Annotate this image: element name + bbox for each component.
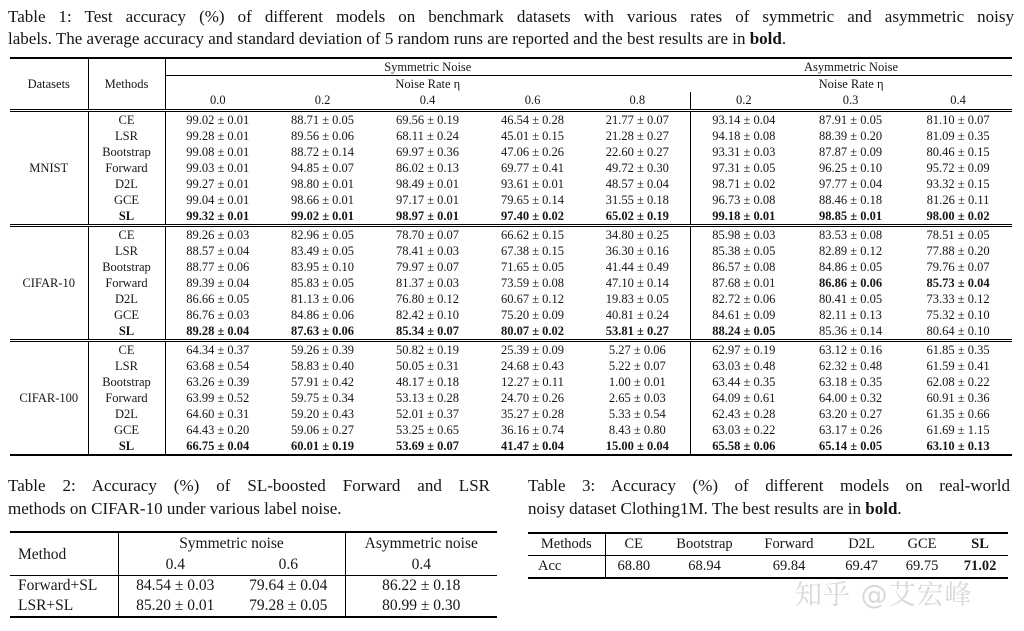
- method-label: CE: [88, 225, 165, 243]
- table2-caption-line2: methods on CIFAR-10 under various label noise.: [8, 499, 342, 518]
- table-row: [10, 208, 1012, 226]
- col-header-datasets: Datasets: [10, 58, 88, 110]
- table2-sl-boosted-results: [10, 531, 497, 618]
- accuracy-value: 87.68 ± 0.01: [712, 275, 776, 290]
- method-label: Forward+SL: [10, 576, 118, 597]
- accuracy-value: 83.53 ± 0.08: [819, 227, 883, 242]
- accuracy-value: 88.46 ± 0.18: [819, 192, 883, 207]
- accuracy-value: 99.02 ± 0.01: [270, 208, 375, 226]
- accuracy-value: 73.59 ± 0.08: [500, 275, 565, 290]
- accuracy-value: 93.61 ± 0.01: [500, 176, 565, 191]
- accuracy-value: 64.34 ± 0.37: [186, 342, 250, 357]
- accuracy-value: 5.33 ± 0.54: [585, 406, 690, 422]
- table-row: [10, 144, 1012, 160]
- accuracy-value: 99.03 ± 0.01: [186, 160, 250, 175]
- table3-caption-line1: Table 3: Accuracy (%) of different models on real-world: [528, 476, 1010, 495]
- method-label: SL: [88, 208, 165, 226]
- table3-clothing1m-results: [528, 532, 1008, 579]
- accuracy-value: 88.24 ± 0.05: [690, 323, 797, 341]
- accuracy-value: 60.91 ± 0.36: [926, 390, 990, 405]
- accuracy-value: 98.49 ± 0.01: [395, 176, 460, 191]
- accuracy-value: 99.28 ± 0.01: [186, 128, 250, 143]
- table3-header-row: [528, 533, 1008, 556]
- dataset-label: CIFAR-10: [10, 225, 88, 340]
- accuracy-value: 75.20 ± 0.09: [500, 307, 565, 322]
- accuracy-value: 63.44 ± 0.35: [712, 374, 776, 389]
- accuracy-value: 75.32 ± 0.10: [926, 307, 990, 322]
- accuracy-value: 86.66 ± 0.05: [186, 291, 250, 306]
- accuracy-value: 78.41 ± 0.03: [395, 243, 460, 258]
- accuracy-value: 84.61 ± 0.09: [712, 307, 776, 322]
- accuracy-value: 85.73 ± 0.04: [926, 275, 990, 290]
- accuracy-value: 24.70 ± 0.26: [500, 390, 565, 405]
- accuracy-value: 82.72 ± 0.06: [712, 291, 776, 306]
- table-row: [10, 390, 1012, 406]
- accuracy-value: 99.18 ± 0.01: [690, 208, 797, 226]
- accuracy-value: 79.76 ± 0.07: [926, 259, 990, 274]
- accuracy-value: 66.62 ± 0.15: [500, 227, 565, 242]
- table-row: [10, 374, 1012, 390]
- accuracy-value: 89.26 ± 0.03: [186, 227, 250, 242]
- accuracy-value: 79.28 ± 0.05: [232, 596, 345, 617]
- accuracy-value: 63.03 ± 0.22: [712, 422, 776, 437]
- method-label: D2L: [88, 176, 165, 192]
- accuracy-value: 63.20 ± 0.27: [819, 406, 883, 421]
- accuracy-value: 84.86 ± 0.06: [290, 307, 355, 322]
- accuracy-value: 63.68 ± 0.54: [186, 358, 250, 373]
- accuracy-value: 63.10 ± 0.13: [926, 438, 990, 453]
- caption-bold-word: bold: [865, 499, 898, 518]
- accuracy-value: 81.26 ± 0.11: [926, 192, 990, 207]
- accuracy-value: 48.57 ± 0.04: [585, 176, 690, 192]
- accuracy-value: 63.26 ± 0.39: [186, 374, 250, 389]
- accuracy-value: 63.99 ± 0.52: [186, 390, 250, 405]
- accuracy-value: 76.80 ± 0.12: [395, 291, 460, 306]
- accuracy-value: 84.54 ± 0.03: [136, 577, 215, 594]
- accuracy-value: 85.36 ± 0.14: [797, 323, 904, 341]
- table-row: [10, 576, 497, 597]
- accuracy-value: 86.22 ± 0.18: [382, 577, 461, 594]
- table-row: [10, 422, 1012, 438]
- accuracy-value: 81.13 ± 0.06: [290, 291, 355, 306]
- accuracy-value: 80.64 ± 0.10: [904, 323, 1012, 341]
- method-label: Bootstrap: [88, 374, 165, 390]
- rate-asym-0.2: 0.2: [690, 92, 797, 110]
- method-label: CE: [88, 110, 165, 128]
- table3-caption: [528, 474, 1010, 520]
- method-label: SL: [88, 438, 165, 455]
- table-row: [10, 438, 1012, 455]
- accuracy-value: 81.37 ± 0.03: [395, 275, 460, 290]
- accuracy-value: 45.01 ± 0.15: [500, 128, 565, 143]
- table-row: [10, 243, 1012, 259]
- table2-group-header-row: [10, 532, 497, 554]
- accuracy-value: 98.00 ± 0.02: [904, 208, 1012, 226]
- accuracy-value: 85.98 ± 0.03: [712, 227, 776, 242]
- accuracy-value: 88.39 ± 0.20: [819, 128, 883, 143]
- accuracy-value: 62.43 ± 0.28: [712, 406, 776, 421]
- method-label: LSR+SL: [10, 596, 118, 617]
- accuracy-value: 68.94: [688, 558, 721, 574]
- table-row: [10, 176, 1012, 192]
- accuracy-value: 15.00 ± 0.04: [585, 438, 690, 455]
- col-header-ce: CE: [605, 533, 662, 556]
- accuracy-value: 36.30 ± 0.16: [585, 243, 690, 259]
- table-row: [10, 323, 1012, 341]
- accuracy-value: 67.38 ± 0.15: [500, 243, 565, 258]
- accuracy-value: 88.77 ± 0.06: [186, 259, 250, 274]
- accuracy-value: 52.01 ± 0.37: [395, 406, 460, 421]
- accuracy-value: 80.46 ± 0.15: [926, 144, 990, 159]
- rate-sym-0.0: 0.0: [165, 92, 270, 110]
- accuracy-value: 53.81 ± 0.27: [585, 323, 690, 341]
- table-row: [10, 340, 1012, 358]
- accuracy-value: 85.38 ± 0.05: [712, 243, 776, 258]
- col-header-d2l: D2L: [831, 533, 892, 556]
- col-header-sl: SL: [952, 533, 1008, 556]
- table-row: [10, 596, 497, 617]
- zhihu-watermark: 知乎 @艾宏峰: [795, 580, 973, 611]
- accuracy-value: 86.76 ± 0.03: [186, 307, 250, 322]
- accuracy-value: 87.63 ± 0.06: [270, 323, 375, 341]
- accuracy-value: 50.82 ± 0.19: [395, 342, 460, 357]
- table-row: [10, 192, 1012, 208]
- rate-asym-0.3: 0.3: [797, 92, 904, 110]
- accuracy-value: 63.03 ± 0.48: [712, 358, 776, 373]
- accuracy-value: 53.69 ± 0.07: [395, 438, 460, 453]
- accuracy-value: 5.22 ± 0.07: [585, 358, 690, 374]
- accuracy-value: 93.32 ± 0.15: [926, 176, 990, 191]
- table-row: [10, 110, 1012, 128]
- accuracy-value: 80.07 ± 0.02: [480, 323, 585, 341]
- dataset-label: CIFAR-100: [10, 340, 88, 455]
- table3-caption-line2: noisy dataset Clothing1M. The best results are in bold.: [528, 499, 902, 518]
- accuracy-value: 97.77 ± 0.04: [819, 176, 883, 191]
- accuracy-value: 99.27 ± 0.01: [186, 176, 250, 191]
- accuracy-value: 60.01 ± 0.19: [290, 438, 355, 453]
- accuracy-value: 78.70 ± 0.07: [395, 227, 460, 242]
- accuracy-value: 81.10 ± 0.07: [926, 112, 990, 127]
- accuracy-value: 88.72 ± 0.14: [290, 144, 355, 159]
- accuracy-value: 63.12 ± 0.16: [819, 342, 883, 357]
- accuracy-value: 79.64 ± 0.04: [232, 576, 345, 597]
- accuracy-value: 64.43 ± 0.20: [186, 422, 250, 437]
- col-header-gce: GCE: [892, 533, 952, 556]
- accuracy-value: 59.26 ± 0.39: [290, 342, 355, 357]
- accuracy-value: 62.32 ± 0.48: [819, 358, 883, 373]
- accuracy-value: 41.47 ± 0.04: [500, 438, 565, 453]
- accuracy-value: 89.56 ± 0.06: [290, 128, 355, 143]
- accuracy-value: 83.95 ± 0.10: [290, 259, 355, 274]
- rate-sym-0.6: 0.6: [232, 554, 345, 576]
- method-label: Forward: [88, 275, 165, 291]
- accuracy-value: 24.68 ± 0.43: [500, 358, 565, 373]
- accuracy-value: 12.27 ± 0.11: [501, 374, 564, 389]
- accuracy-value: 62.97 ± 0.19: [712, 342, 776, 357]
- accuracy-value: 69.75: [905, 558, 939, 574]
- table-row: [10, 259, 1012, 275]
- table-row: [10, 307, 1012, 323]
- accuracy-value: 35.27 ± 0.28: [500, 406, 565, 421]
- noise-rate-label-asymmetric: Noise Rate η: [818, 77, 884, 91]
- accuracy-value: 73.33 ± 0.12: [926, 291, 990, 306]
- row-label-acc: Acc: [528, 556, 605, 579]
- accuracy-value: 63.17 ± 0.26: [819, 422, 883, 437]
- rate-sym-0.4: 0.4: [375, 92, 480, 110]
- table-row: [10, 225, 1012, 243]
- accuracy-value: 64.60 ± 0.31: [186, 406, 250, 421]
- accuracy-value: 88.71 ± 0.05: [290, 112, 355, 127]
- accuracy-value: 62.08 ± 0.22: [926, 374, 990, 389]
- accuracy-value: 69.47: [845, 558, 878, 574]
- accuracy-value: 99.04 ± 0.01: [186, 192, 250, 207]
- rate-sym-0.4: 0.4: [118, 554, 232, 576]
- accuracy-value: 47.06 ± 0.26: [500, 144, 565, 159]
- accuracy-value: 88.57 ± 0.04: [186, 243, 250, 258]
- accuracy-value: 63.18 ± 0.35: [819, 374, 883, 389]
- accuracy-value: 99.02 ± 0.01: [186, 112, 250, 127]
- col-group-symmetric-noise: Symmetric Noise: [165, 58, 690, 76]
- accuracy-value: 47.10 ± 0.14: [585, 275, 690, 291]
- table1-benchmark-results: [10, 57, 1012, 456]
- accuracy-value: 53.13 ± 0.28: [395, 390, 460, 405]
- table-row: [10, 160, 1012, 176]
- accuracy-value: 21.77 ± 0.07: [585, 110, 690, 128]
- accuracy-value: 21.28 ± 0.27: [585, 128, 690, 144]
- accuracy-value: 77.88 ± 0.20: [926, 243, 990, 258]
- accuracy-value: 61.59 ± 0.41: [926, 358, 990, 373]
- accuracy-value: 61.69 ± 1.15: [926, 422, 990, 437]
- accuracy-value: 41.44 ± 0.49: [585, 259, 690, 275]
- accuracy-value: 22.60 ± 0.27: [585, 144, 690, 160]
- accuracy-value: 97.40 ± 0.02: [480, 208, 585, 226]
- rate-sym-0.6: 0.6: [480, 92, 585, 110]
- accuracy-value: 79.65 ± 0.14: [500, 192, 565, 207]
- method-label: LSR: [88, 243, 165, 259]
- method-label: D2L: [88, 291, 165, 307]
- accuracy-value: 89.28 ± 0.04: [165, 323, 270, 341]
- accuracy-value: 36.16 ± 0.74: [500, 422, 565, 437]
- accuracy-value: 61.35 ± 0.66: [926, 406, 990, 421]
- caption-bold-word: bold: [749, 29, 782, 48]
- accuracy-value: 82.11 ± 0.13: [819, 307, 882, 322]
- method-label: Bootstrap: [88, 144, 165, 160]
- rate-sym-0.2: 0.2: [270, 92, 375, 110]
- accuracy-value: 86.02 ± 0.13: [395, 160, 460, 175]
- accuracy-value: 96.73 ± 0.08: [712, 192, 776, 207]
- method-label: GCE: [88, 422, 165, 438]
- table-row: [10, 358, 1012, 374]
- col-group-asymmetric-noise: Asymmetric Noise: [690, 58, 1012, 76]
- accuracy-value: 65.14 ± 0.05: [819, 438, 883, 453]
- accuracy-value: 69.84: [772, 558, 806, 574]
- table-row: [10, 275, 1012, 291]
- accuracy-value: 98.71 ± 0.02: [712, 176, 776, 191]
- table1-caption-line2: labels. The average accuracy and standard deviation of 5 random runs are reported and the best results are in bold.: [8, 29, 787, 48]
- accuracy-value: 69.77 ± 0.41: [500, 160, 565, 175]
- table1-group-header-row: [10, 58, 1012, 76]
- accuracy-value: 25.39 ± 0.09: [500, 342, 565, 357]
- dataset-label: MNIST: [10, 110, 88, 225]
- accuracy-value: 46.54 ± 0.28: [500, 112, 565, 127]
- accuracy-value: 82.89 ± 0.12: [819, 243, 883, 258]
- accuracy-value: 94.18 ± 0.08: [712, 128, 776, 143]
- accuracy-value: 50.05 ± 0.31: [395, 358, 460, 373]
- accuracy-value: 80.99 ± 0.30: [382, 597, 461, 614]
- accuracy-value: 82.42 ± 0.10: [395, 307, 460, 322]
- method-label: LSR: [88, 128, 165, 144]
- method-label: SL: [88, 323, 165, 341]
- method-label: CE: [88, 340, 165, 358]
- accuracy-value: 5.27 ± 0.06: [585, 340, 690, 358]
- accuracy-value: 69.97 ± 0.36: [395, 144, 460, 159]
- accuracy-value: 1.00 ± 0.01: [585, 374, 690, 390]
- method-label: Bootstrap: [88, 259, 165, 275]
- accuracy-value: 71.65 ± 0.05: [500, 259, 565, 274]
- accuracy-value: 64.09 ± 0.61: [712, 390, 776, 405]
- col-header-bootstrap: Bootstrap: [662, 533, 747, 556]
- accuracy-value: 97.17 ± 0.01: [395, 192, 460, 207]
- accuracy-value: 96.25 ± 0.10: [819, 160, 883, 175]
- accuracy-value: 2.65 ± 0.03: [585, 390, 690, 406]
- accuracy-value: 48.17 ± 0.18: [395, 374, 460, 389]
- col-group-asymmetric-noise: Asymmetric noise: [364, 535, 478, 552]
- accuracy-value: 93.31 ± 0.03: [712, 144, 776, 159]
- col-header-forward: Forward: [747, 533, 831, 556]
- accuracy-value: 93.14 ± 0.04: [712, 112, 776, 127]
- method-label: Forward: [88, 390, 165, 406]
- accuracy-value: 82.96 ± 0.05: [290, 227, 355, 242]
- col-header-methods: Methods: [88, 58, 165, 110]
- accuracy-value: 34.80 ± 0.25: [585, 225, 690, 243]
- accuracy-value: 87.87 ± 0.09: [819, 144, 883, 159]
- accuracy-value: 89.39 ± 0.04: [186, 275, 250, 290]
- table1-caption-line1: Table 1: Test accuracy (%) of different models on benchmark datasets with various rates of symmetric and asymmetric noisy: [8, 7, 1014, 26]
- accuracy-value: 61.85 ± 0.35: [926, 342, 990, 357]
- accuracy-value: 40.81 ± 0.24: [585, 307, 690, 323]
- accuracy-value: 8.43 ± 0.80: [585, 422, 690, 438]
- accuracy-value: 59.06 ± 0.27: [290, 422, 355, 437]
- accuracy-value: 98.97 ± 0.01: [375, 208, 480, 226]
- accuracy-value: 81.09 ± 0.35: [926, 128, 990, 143]
- accuracy-value: 87.91 ± 0.05: [819, 112, 883, 127]
- accuracy-value: 85.34 ± 0.07: [375, 323, 480, 341]
- table1-caption: [8, 6, 1014, 50]
- method-label: Forward: [88, 160, 165, 176]
- accuracy-value: 84.86 ± 0.05: [819, 259, 883, 274]
- method-label: GCE: [88, 192, 165, 208]
- accuracy-value: 57.91 ± 0.42: [290, 374, 355, 389]
- accuracy-value: 53.25 ± 0.65: [395, 422, 460, 437]
- accuracy-value: 99.08 ± 0.01: [186, 144, 250, 159]
- table2-caption-line1: Table 2: Accuracy (%) of SL-boosted Forward and LSR: [8, 476, 490, 495]
- accuracy-value: 58.83 ± 0.40: [290, 358, 355, 373]
- accuracy-value: 95.72 ± 0.09: [926, 160, 990, 175]
- accuracy-value: 69.56 ± 0.19: [395, 112, 460, 127]
- method-label: GCE: [88, 307, 165, 323]
- accuracy-value: 68.11 ± 0.24: [396, 128, 459, 143]
- accuracy-value: 97.31 ± 0.05: [712, 160, 776, 175]
- accuracy-value: 85.83 ± 0.05: [290, 275, 355, 290]
- accuracy-value: 94.85 ± 0.07: [290, 160, 355, 175]
- accuracy-value: 86.86 ± 0.06: [819, 275, 883, 290]
- accuracy-value: 59.20 ± 0.43: [290, 406, 355, 421]
- accuracy-value: 80.41 ± 0.05: [819, 291, 883, 306]
- table-row: [10, 291, 1012, 307]
- accuracy-value: 65.58 ± 0.06: [712, 438, 776, 453]
- col-group-symmetric-noise: Symmetric noise: [118, 532, 345, 554]
- col-header-methods: Methods: [528, 533, 605, 556]
- rate-asym-0.4: 0.4: [345, 554, 497, 576]
- accuracy-value: 59.75 ± 0.34: [290, 390, 355, 405]
- rate-sym-0.8: 0.8: [585, 92, 690, 110]
- accuracy-value: 86.57 ± 0.08: [712, 259, 776, 274]
- accuracy-value: 64.00 ± 0.32: [819, 390, 883, 405]
- accuracy-value: 31.55 ± 0.18: [585, 192, 690, 208]
- method-label: LSR: [88, 358, 165, 374]
- col-header-method: Method: [10, 532, 118, 576]
- table-row: [10, 128, 1012, 144]
- accuracy-value: 79.97 ± 0.07: [395, 259, 460, 274]
- accuracy-value: 68.80: [617, 558, 651, 574]
- accuracy-value: 49.72 ± 0.30: [585, 160, 690, 176]
- rate-asym-0.4: 0.4: [904, 92, 1012, 110]
- accuracy-value: 66.75 ± 0.04: [186, 438, 250, 453]
- table-row: [10, 406, 1012, 422]
- accuracy-value: 65.02 ± 0.19: [585, 208, 690, 226]
- accuracy-value: 83.49 ± 0.05: [290, 243, 355, 258]
- table2-caption: [8, 474, 490, 520]
- accuracy-value: 99.32 ± 0.01: [165, 208, 270, 226]
- accuracy-value: 71.02: [963, 558, 997, 574]
- accuracy-value: 19.83 ± 0.05: [585, 291, 690, 307]
- accuracy-value: 85.20 ± 0.01: [136, 597, 215, 614]
- accuracy-value: 98.80 ± 0.01: [290, 176, 355, 191]
- method-label: D2L: [88, 406, 165, 422]
- accuracy-value: 60.67 ± 0.12: [500, 291, 565, 306]
- accuracy-value: 98.85 ± 0.01: [797, 208, 904, 226]
- accuracy-value: 78.51 ± 0.05: [926, 227, 990, 242]
- noise-rate-label-symmetric: Noise Rate η: [395, 77, 461, 91]
- accuracy-value: 98.66 ± 0.01: [290, 192, 355, 207]
